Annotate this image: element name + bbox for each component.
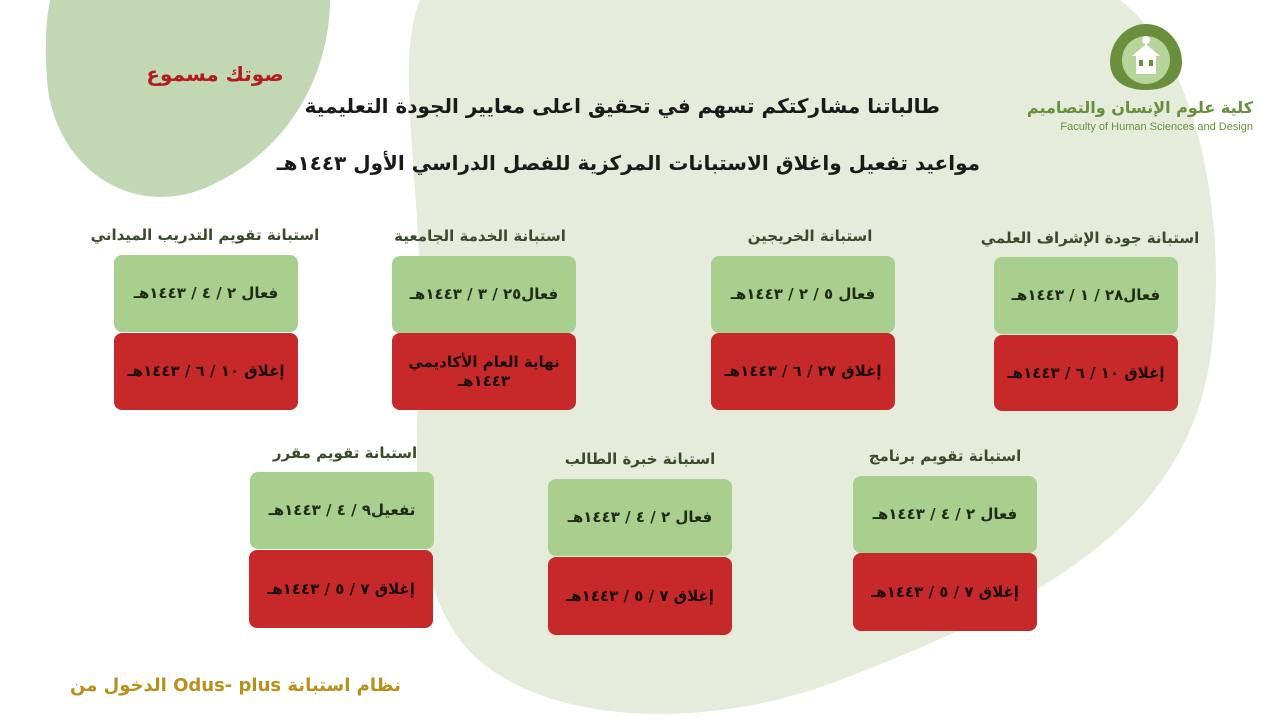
college-arabic-name: كلية علوم الإنسان والتصاميم xyxy=(1026,98,1253,117)
survey-title-program-evaluation: استبانة تقويم برنامج xyxy=(868,447,1022,465)
footer-login-note: الدخول من Odus- plus نظام استبانة xyxy=(70,675,401,696)
survey-close-date-graduates: إغلاق ٢٧ / ٦ / ١٤٤٣هـ xyxy=(711,333,895,410)
survey-title-university-service: استبانة الخدمة الجامعية xyxy=(394,227,566,245)
survey-title-field-training: استبانة تقويم التدريب الميداني xyxy=(90,226,320,244)
survey-close-date-student-experience: إغلاق ٧ / ٥ / ١٤٤٣هـ xyxy=(548,557,732,635)
survey-close-date-supervision: إغلاق ١٠ / ٦ / ١٤٤٣هـ xyxy=(994,335,1178,411)
voice-label: صوتك مسموع xyxy=(146,62,284,86)
survey-open-date-course-evaluation: تفعيل٩ / ٤ / ١٤٤٣هـ xyxy=(250,472,434,549)
college-logo xyxy=(1026,22,1255,137)
survey-close-date-field-training: إغلاق ١٠ / ٦ / ١٤٤٣هـ xyxy=(114,333,298,410)
survey-close-date-university-service: نهاية العام الأكاديمي ١٤٤٣هـ xyxy=(392,333,576,410)
survey-open-date-field-training: فعال ٢ / ٤ / ١٤٤٣هـ xyxy=(114,255,298,332)
survey-open-date-program-evaluation: فعال ٢ / ٤ / ١٤٤٣هـ xyxy=(853,476,1037,553)
survey-title-supervision: استبانة جودة الإشراف العلمي xyxy=(980,229,1200,247)
survey-open-date-supervision: فعال٢٨ / ١ / ١٤٤٣هـ xyxy=(994,257,1178,334)
survey-title-student-experience: استبانة خبرة الطالب xyxy=(564,450,716,468)
headline-participation: طالباتنا مشاركتكم تسهم في تحقيق اعلى معايير الجودة التعليمية xyxy=(304,94,940,118)
college-english-name: Faculty of Human Sciences and Design xyxy=(1060,121,1253,133)
survey-open-date-graduates: فعال ٥ / ٢ / ١٤٤٣هـ xyxy=(711,256,895,333)
survey-title-graduates: استبانة الخريجين xyxy=(747,227,873,245)
college-emblem-icon xyxy=(1108,22,1184,92)
survey-open-date-university-service: فعال٢٥ / ٣ / ١٤٤٣هـ xyxy=(392,256,576,333)
headline-schedule: مواعيد تفعيل واغلاق الاستبانات المركزية للفصل الدراسي الأول ١٤٤٣هـ xyxy=(276,151,980,175)
survey-close-date-course-evaluation: إغلاق ٧ / ٥ / ١٤٤٣هـ xyxy=(249,550,433,628)
survey-open-date-student-experience: فعال ٢ / ٤ / ١٤٤٣هـ xyxy=(548,479,732,556)
survey-close-date-program-evaluation: إغلاق ٧ / ٥ / ١٤٤٣هـ xyxy=(853,553,1037,631)
survey-title-course-evaluation: استبانة تقويم مقرر xyxy=(272,444,418,462)
